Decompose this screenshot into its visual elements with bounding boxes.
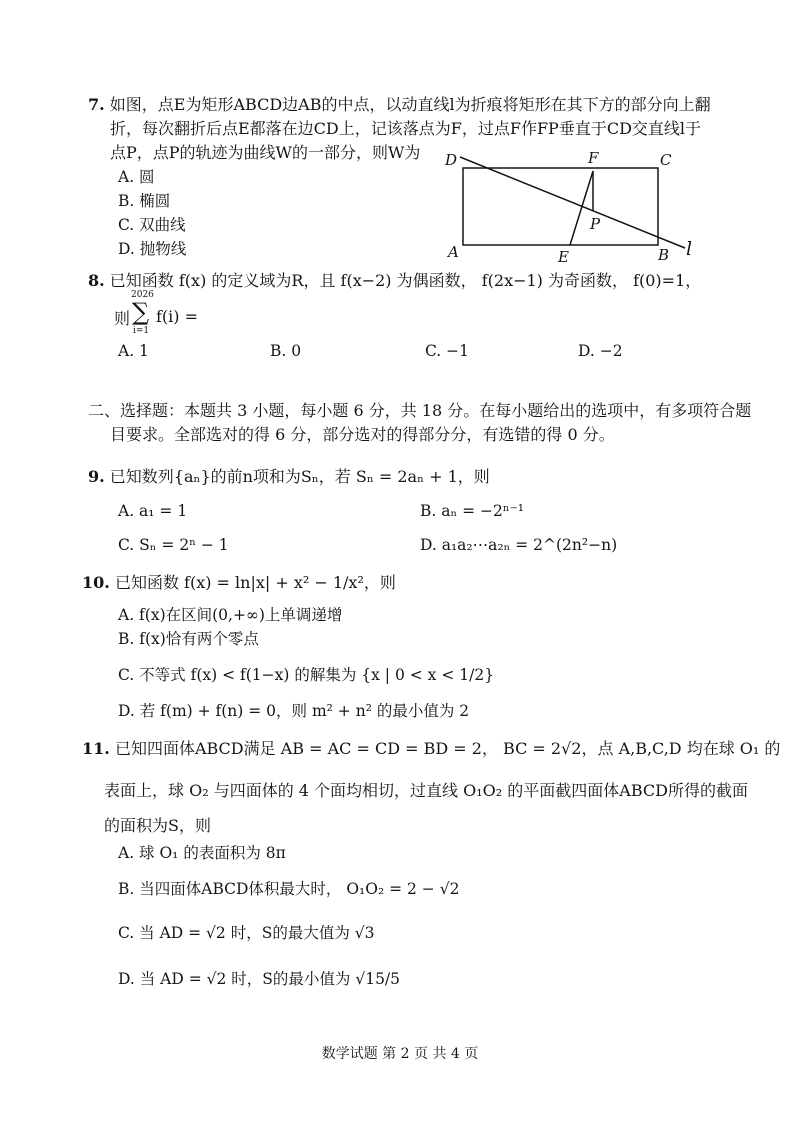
q7-text-1: 如图，点E为矩形ABCD边AB的中点，以动直线l为折痕将矩形在其下方的部分向上翻 — [109, 95, 711, 114]
q10-stem — [82, 572, 396, 594]
q9-text: 已知数列{aₙ}的前n项和为Sₙ，若 Sₙ = 2aₙ + 1，则 — [109, 467, 490, 486]
q7-option-d: D. 抛物线 — [118, 240, 187, 258]
q9-option-b: B. aₙ = −2ⁿ⁻¹ — [420, 502, 524, 520]
fold-line-l — [460, 157, 685, 248]
q7-option-b: B. 椭圆 — [118, 192, 171, 210]
q8-sum-upper: 2026 — [131, 290, 154, 300]
q10-option-a: A. f(x)在区间(0,+∞)上单调递增 — [118, 606, 343, 624]
q8-option-a: A. 1 — [118, 342, 149, 360]
label-e: E — [558, 248, 569, 266]
q10-option-c: C. 不等式 f(x) < f(1−x) 的解集为 {x | 0 < x < 1/2} — [118, 666, 495, 684]
q11-line-2: 表面上，球 O₂ 与四面体的 4 个面均相切，过直线 O₁O₂ 的平面截四面体ABCD所得的截面 — [104, 781, 748, 800]
q8-option-c: C. −1 — [425, 342, 470, 360]
section-2-heading-line-2: 目要求。全部选对的得 6 分，部分选对的得部分分，有选错的得 0 分。 — [110, 425, 615, 444]
q8-sum-lower: i=1 — [133, 326, 150, 336]
q8-number: 8. — [88, 271, 105, 290]
q10-text: 已知函数 f(x) = ln|x| + x² − 1/x²，则 — [114, 573, 396, 592]
q10-option-b: B. f(x)恰有两个零点 — [118, 630, 259, 648]
q7-line-1 — [88, 94, 711, 116]
q9-option-c: C. Sₙ = 2ⁿ − 1 — [118, 536, 229, 554]
q10-option-d: D. 若 f(m) + f(n) = 0，则 m² + n² 的最小值为 2 — [118, 702, 470, 720]
label-c: C — [660, 151, 672, 169]
q9-option-d: D. a₁a₂⋯a₂ₙ = 2^(2n²−n) — [420, 536, 618, 554]
q11-option-a: A. 球 O₁ 的表面积为 8π — [118, 844, 286, 862]
label-a: A — [448, 243, 459, 261]
q8-text-1: 已知函数 f(x) 的定义域为R，且 f(x−2) 为偶函数， f(2x−1) 为奇函数， f(0)=1， — [109, 271, 702, 290]
rectangle-abcd — [463, 168, 658, 245]
q7-line-2: 折，每次翻折后点E都落在边CD上，记该落点为F，过点F作FP垂直于CD交直线l于 — [110, 119, 702, 138]
q11-option-c: C. 当 AD = √2 时，S的最大值为 √3 — [118, 924, 375, 942]
q7-option-c: C. 双曲线 — [118, 216, 186, 234]
segment-ef — [570, 171, 593, 245]
q8-option-d: D. −2 — [578, 342, 623, 360]
q11-option-b: B. 当四面体ABCD体积最大时， O₁O₂ = 2 − √2 — [118, 880, 460, 898]
page-footer: 数学试题 第 2 页 共 4 页 — [321, 1046, 479, 1062]
q7-number: 7. — [88, 95, 105, 114]
q10-number: 10. — [82, 573, 110, 592]
q11-option-d: D. 当 AD = √2 时，S的最小值为 √15/5 — [118, 970, 401, 988]
q9-number: 9. — [88, 467, 105, 486]
q8-sum-sigma: ∑ — [132, 298, 150, 326]
q7-line-3: 点P，点P的轨迹为曲线W的一部分，则W为 — [110, 143, 421, 162]
q7-rectangle-figure — [440, 145, 700, 275]
q9-option-a: A. a₁ = 1 — [118, 502, 188, 520]
q11-line-3: 的面积为S，则 — [104, 816, 211, 835]
section-2-heading-line-1: 二、选择题：本题共 3 小题，每小题 6 分，共 18 分。在每小题给出的选项中，有多项符合题 — [88, 401, 752, 420]
label-d: D — [445, 151, 458, 169]
q11-text-1: 已知四面体ABCD满足 AB = AC = CD = BD = 2， BC = 2√2，点 A,B,C,D 均在球 O₁ 的 — [114, 739, 781, 758]
q8-option-b: B. 0 — [270, 342, 302, 360]
q8-sum-body: f(i) = — [156, 307, 199, 326]
label-f: F — [588, 149, 599, 167]
label-p: P — [590, 215, 601, 233]
q8-line-1 — [88, 270, 701, 292]
q9-stem — [88, 466, 490, 488]
label-l: l — [686, 238, 693, 260]
label-b: B — [658, 246, 670, 264]
q8-sum-prefix: 则 — [114, 309, 131, 328]
q11-number: 11. — [82, 739, 110, 758]
q11-line-1 — [82, 738, 780, 760]
q7-option-a: A. 圆 — [118, 168, 155, 186]
